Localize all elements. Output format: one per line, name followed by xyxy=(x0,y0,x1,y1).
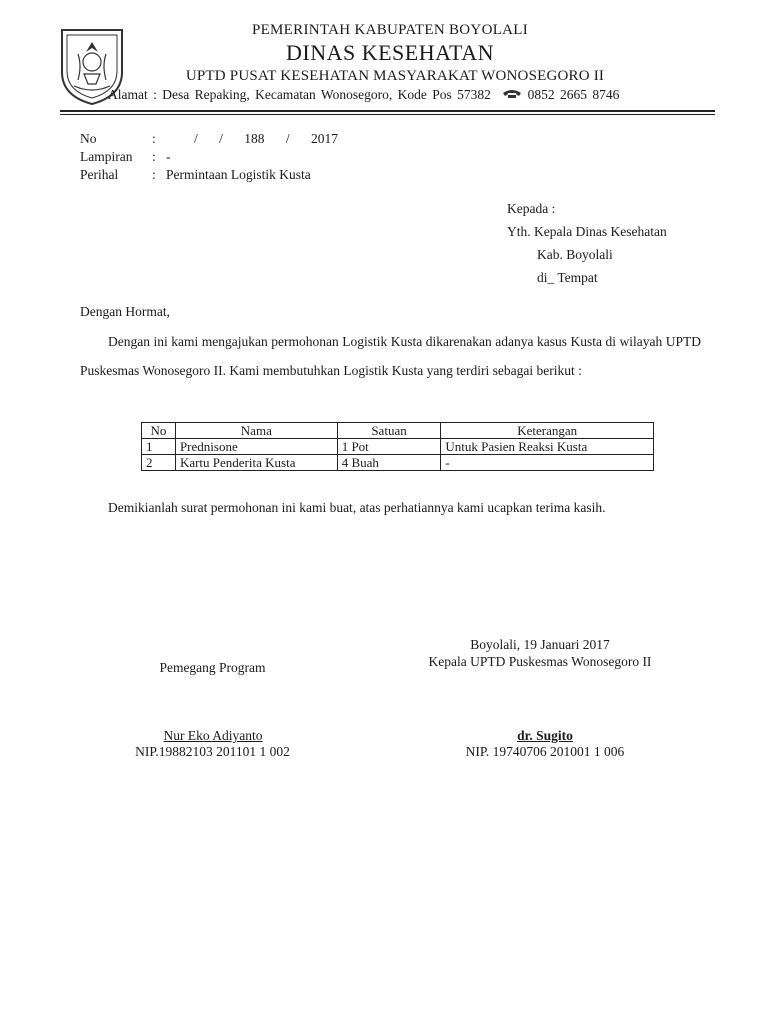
meta-perihal-label: Perihal xyxy=(80,167,119,182)
letterhead-unit: UPTD PUSAT KESEHATAN MASYARAKAT WONOSEGORO II xyxy=(185,68,605,84)
table-cell: Untuk Pasien Reaksi Kusta xyxy=(441,439,654,455)
letterhead-department: DINAS KESEHATAN xyxy=(285,40,494,65)
letterhead-rule-thin xyxy=(60,114,715,115)
letterhead-government: PEMERINTAH KABUPATEN BOYOLALI xyxy=(251,22,529,38)
recipient-region: Kab. Boyolali xyxy=(537,247,613,262)
table-header-nama: Nama xyxy=(175,423,337,439)
meta-no-value: / / 188 / 2017 xyxy=(194,131,339,146)
table-cell: 1 Pot xyxy=(337,439,441,455)
meta-lampiran-colon: : xyxy=(152,149,156,164)
recipient-place: di_ Tempat xyxy=(537,270,598,285)
right-signer-nip: NIP. 19740706 201001 1 006 xyxy=(465,744,625,759)
greeting: Dengan Hormat, xyxy=(80,304,170,319)
table-header-satuan: Satuan xyxy=(337,423,441,439)
table-cell: 2 xyxy=(142,455,176,471)
recipient-to: Kepada : xyxy=(507,201,556,216)
letterhead-rule-thick xyxy=(60,110,715,112)
meta-lampiran-value: - xyxy=(166,149,171,164)
table-header-keterangan: Keterangan xyxy=(441,423,654,439)
table-cell: 4 Buah xyxy=(337,455,441,471)
body-paragraph: Dengan ini kami mengajukan permohonan Logistik Kusta dikarenakan adanya kasus Kusta di wilayah UPTD Puskesmas Wonosegoro II. Kami membutuhkan Logistik Kusta yang terdiri sebagai berikut : xyxy=(80,334,701,378)
table-row xyxy=(142,455,654,471)
table-cell: Kartu Penderita Kusta xyxy=(175,455,337,471)
letterhead-phone: 0852 2665 8746 xyxy=(527,87,620,102)
right-signer-title: Kepala UPTD Puskesmas Wonosegoro II xyxy=(428,654,652,669)
meta-lampiran-label: Lampiran xyxy=(80,149,133,164)
left-signer-title: Pemegang Program xyxy=(159,660,266,675)
right-signer-name: dr. Sugito xyxy=(517,728,573,743)
left-signer-name: Nur Eko Adiyanto xyxy=(163,728,263,743)
table-cell: Prednisone xyxy=(175,439,337,455)
table-header-row xyxy=(142,423,654,439)
table-cell: - xyxy=(441,455,654,471)
meta-perihal-colon: : xyxy=(152,167,156,182)
telephone-icon xyxy=(502,87,522,103)
letterhead-address: Alamat : Desa Repaking, Kecamatan Wonosegoro, Kode Pos 57382 xyxy=(108,87,491,102)
place-date: Boyolali, 19 Januari 2017 xyxy=(470,637,610,652)
left-signer-nip: NIP.19882103 201101 1 002 xyxy=(135,744,290,759)
meta-no-label: No xyxy=(80,131,97,146)
recipient-title: Yth. Kepala Dinas Kesehatan xyxy=(507,224,667,239)
meta-no-colon: : xyxy=(152,131,156,146)
logistics-table xyxy=(141,422,654,471)
letterhead-address-line xyxy=(108,87,688,103)
table-header-no: No xyxy=(142,423,176,439)
closing-paragraph: Demikianlah surat permohonan ini kami buat, atas perhatiannya kami ucapkan terima kasih. xyxy=(108,500,606,515)
meta-perihal-value: Permintaan Logistik Kusta xyxy=(166,167,311,182)
table-row xyxy=(142,439,654,455)
table-cell: 1 xyxy=(142,439,176,455)
